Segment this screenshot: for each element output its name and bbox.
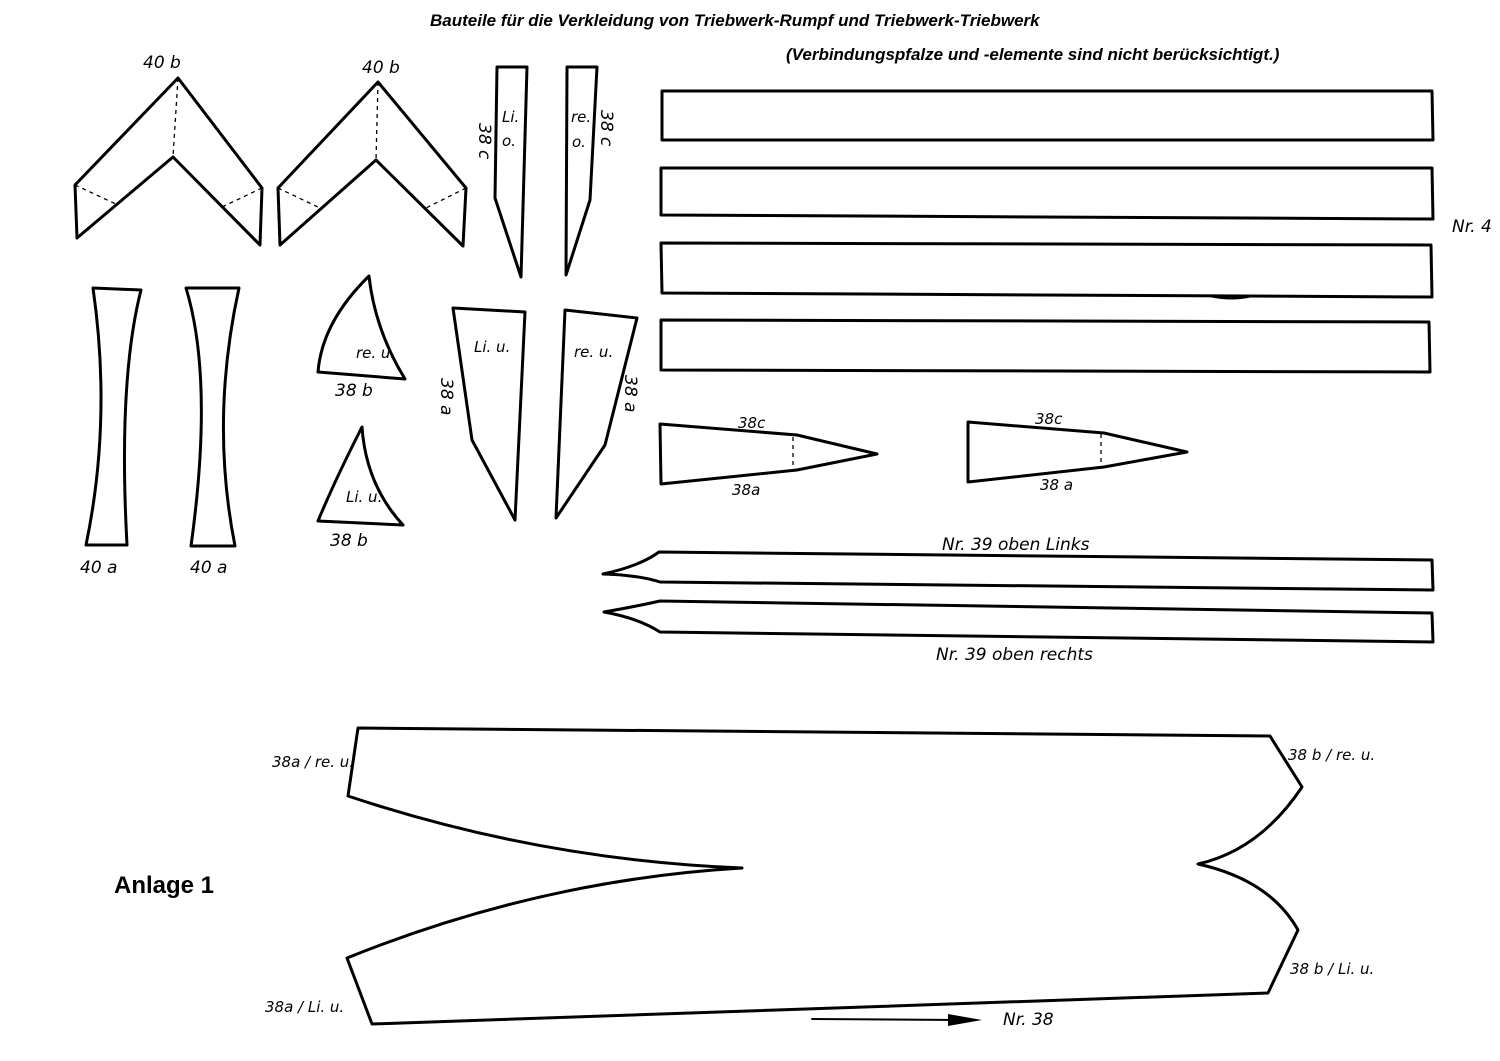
label-re-o-line1: re. <box>571 108 592 126</box>
part-tip-2 <box>968 422 1187 482</box>
part-nr39-right <box>604 601 1433 642</box>
label-40b-right: 40 b <box>362 58 400 78</box>
label-38a-right-reu: re. u. <box>574 343 614 361</box>
label-38b-bottom: 38 b <box>330 531 368 551</box>
label-38a-right: 38 a <box>620 375 640 413</box>
part-40a-left <box>86 288 141 545</box>
part-nr4-strips <box>661 91 1433 372</box>
arrow-icon <box>812 1014 982 1026</box>
label-38b-top: 38 b <box>335 381 373 401</box>
label-40a-left: 40 a <box>80 558 118 578</box>
label-nr38-bottom-left: 38a / Li. u. <box>265 998 345 1016</box>
page-subtitle: (Verbindungspfalze und -elemente sind nicht berücksichtigt.) <box>786 45 1280 64</box>
label-tip1-38c: 38c <box>738 414 766 432</box>
label-nr4: Nr. 4 <box>1452 217 1492 237</box>
label-38c-right: 38 c <box>596 110 616 147</box>
label-38a-left: 38 a <box>436 378 456 416</box>
part-nr38 <box>347 728 1302 1024</box>
annex-label: Anlage 1 <box>114 872 215 899</box>
part-38a-right <box>556 310 637 518</box>
part-38b-bottom <box>318 427 403 525</box>
part-38c-left <box>495 67 527 277</box>
page-title: Bauteile für die Verkleidung von Triebwerk-Rumpf und Triebwerk-Triebwerk <box>430 11 1040 30</box>
part-40b-right <box>278 82 466 246</box>
label-nr38-top-left: 38a / re. u. <box>272 753 355 771</box>
label-40b-left: 40 b <box>143 53 181 73</box>
label-40a-right: 40 a <box>190 558 228 578</box>
part-40b-left <box>75 78 262 245</box>
part-38b-top <box>318 276 405 379</box>
label-re-o-line2: o. <box>572 133 586 151</box>
label-li-o-line2: o. <box>502 132 516 150</box>
label-li-o-line1: Li. <box>502 108 520 126</box>
part-nr39-left <box>603 552 1433 590</box>
part-40a-right <box>186 288 239 546</box>
label-38b-top-reu: re. u. <box>356 344 396 362</box>
label-nr38-bottom-right: 38 b / Li. u. <box>1290 960 1375 978</box>
label-38b-bottom-liu: Li. u. <box>346 488 383 506</box>
label-nr39-left: Nr. 39 oben Links <box>942 535 1090 555</box>
label-38a-left-liu: Li. u. <box>474 338 511 356</box>
label-nr39-right: Nr. 39 oben rechts <box>936 645 1093 665</box>
label-tip2-38a: 38 a <box>1040 476 1074 494</box>
label-38c-left: 38 c <box>474 123 494 160</box>
label-nr38-top-right: 38 b / re. u. <box>1288 746 1376 764</box>
label-tip2-38c: 38c <box>1035 410 1063 428</box>
label-tip1-38a: 38a <box>732 481 761 499</box>
part-38c-right <box>566 67 597 275</box>
part-tip-1 <box>660 424 877 484</box>
label-nr38: Nr. 38 <box>1003 1010 1054 1030</box>
